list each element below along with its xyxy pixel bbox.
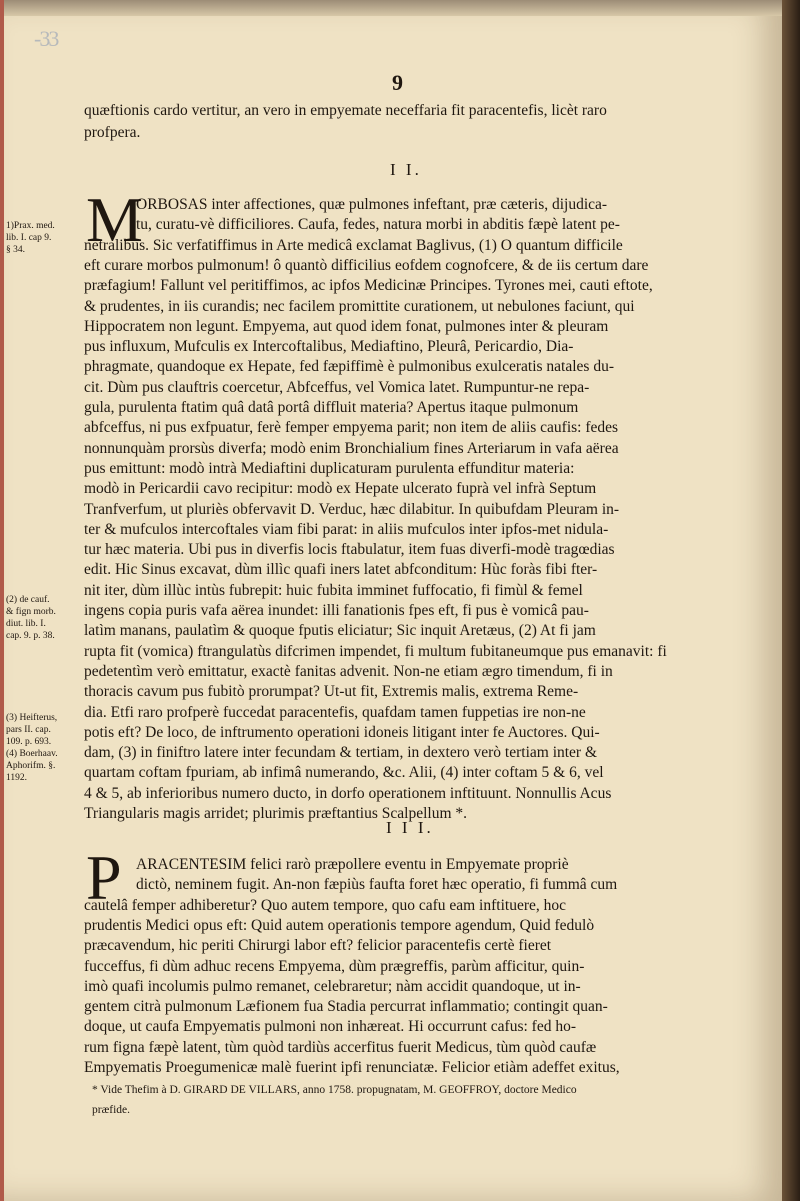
margin-note-1: 1)Prax. med. lib. I. cap 9. § 34. bbox=[6, 221, 55, 255]
footnote-line: * Vide Thefim à D. GIRARD DE VILLARS, anno 1758. propugnatam, M. GEOFFROY, doctore Medico bbox=[92, 1084, 577, 1096]
text-line: dia. Etfi raro profperè fuccedat paracentefis, quafdam tamen fuppetias ire non-ne bbox=[84, 703, 586, 721]
drop-cap-p: P bbox=[86, 842, 122, 913]
text-line: nit iter, dùm illùc intùs fubrepit: huic fubita imminet fuffocatio, fi fimùl & femel bbox=[84, 581, 583, 599]
text-line: dam, (3) in finiftro latere inter fecundam & tertiam, in dextero verò tertiam inter & bbox=[84, 744, 598, 762]
text-line: abfceffus, ni pus exfpuatur, ferè femper empyema parit; non item de aliis caufis: fedes bbox=[84, 419, 619, 437]
text-line: pedetentìm verò emittatur, exactè fanitas advenit. Non-ne etiam ægro timendum, fi in bbox=[84, 662, 613, 680]
text-line: pus emittunt: modò intrà Mediaftini duplicaturam purulenta effunditur materia: bbox=[84, 459, 575, 477]
text-line: præfagium! Fallunt vel peritiffimos, ac ipfos Medicinæ Principes. Tyrones mei, cauti eftote, bbox=[84, 277, 653, 295]
text-line: Empyematis Proegumenicæ malè fuerint ipfi renunciatæ. Felicior etiàm adeffet exitus, bbox=[84, 1059, 620, 1076]
text-line: cautelâ femper adhiberetur? Quo autem tempore, quo cafu eam inftituere, hoc bbox=[84, 896, 566, 914]
section-heading-ii: I I. bbox=[390, 160, 422, 179]
page-top-edge bbox=[0, 0, 782, 16]
text-line: potis eft? De loco, de inftrumento operationi idoneis litigant inter fe Auctores. Qui- bbox=[84, 723, 600, 741]
text-line: dictò, neminem fugit. An-non fæpiùs faufta foret hæc operatio, fi fummâ cum bbox=[136, 876, 618, 894]
book-spine-edge bbox=[782, 0, 800, 1201]
page-red-edge bbox=[0, 0, 4, 1201]
text-line: 4 & 5, ab inferioribus numero ducto, in dorfo operationem inftituunt. Nonnullis Acus bbox=[84, 784, 612, 802]
text-line: gentem citrà pulmonum Læfionem fua Stadia percurrat inflammatio; contingit quan- bbox=[84, 998, 608, 1016]
text-line: phragmate, quandoque ex Hepate, fed fæpiffimè è pulmonibus exulceratis natales du- bbox=[84, 358, 614, 376]
text-line: Hippocratem non legunt. Empyema, aut quod idem fonat, pulmones inter & pleuram bbox=[84, 317, 609, 335]
text-line: latìm manans, paulatìm & quoque fputis eliciatur; Sic inquit Aretæus, (2) At fi jam bbox=[84, 622, 596, 640]
margin-note-2: (2) de cauf. & fign morb. diut. lib. I. cap. 9. p. 38. bbox=[6, 595, 56, 641]
text-line: prudentis Medici opus eft: Quid autem operationis tempore agendum, Quid fedulò bbox=[84, 916, 595, 934]
text-line: ARACENTESIM felici rarò præpollere eventu in Empyemate propriè bbox=[136, 856, 569, 873]
folio-number: 9 bbox=[392, 70, 403, 95]
text-line: rum figna fæpè latent, tùm quòd tardiùs accerfitus fuerit Medicus, tùm quòd caufæ bbox=[84, 1038, 597, 1056]
text-line: rupta fit (vomica) ftrangulatùs difcrimen impendet, fi multum fubitaneumque pus emanavit: fi bbox=[84, 642, 667, 660]
text-line: thoracis cavum pus fubitò prorumpat? Ut-ut fit, Extremis malis, extrema Reme- bbox=[84, 683, 579, 701]
text-line: tu, curatu-vè difficiliores. Caufa, fedes, natura morbi in abditis fæpè latent pe- bbox=[136, 216, 620, 234]
text-line: ter & mufculos intercoftales viam fibi parat: in aliis mufculos inter ipfos-met nidula- bbox=[84, 520, 609, 538]
text-line: tur hæc materia. Ubi pus in diverfis locis ftabulatur, item fuas diverfi-modè tragœdias bbox=[84, 541, 615, 559]
text-line: netralibus. Sic verfatiffimus in Arte medicâ exclamat Baglivus, (1) O quantum difficile bbox=[84, 236, 623, 254]
drop-cap-m: M bbox=[86, 184, 143, 255]
text-line: imò quafi incolumis pulmo remanet, celebraretur; nàm accidit quandoque, ut in- bbox=[84, 977, 581, 995]
corner-mark: -33 bbox=[34, 26, 58, 51]
text-line: & prudentes, in iis curandis; nec facilem promittite curationem, ut nebulones faciunt, qui bbox=[84, 297, 635, 315]
text-line: gula, purulenta ftatim quâ datâ portâ diffluit materia? Apertus itaque pulmonum bbox=[84, 399, 579, 416]
text-line: præcavendum, hic periti Chirurgi labor eft? felicior paracentefis certè fieret bbox=[84, 937, 552, 955]
text-line: doque, ut caufa Empyematis pulmoni non inhæreat. Hi occurrunt cafus: fed ho- bbox=[84, 1018, 576, 1036]
text-line: fucceffus, fi dùm adhuc recens Empyema, dùm prægreffis, parùm afficitur, quin- bbox=[84, 957, 585, 975]
text-line: quartam coftam fpuriam, ab infimâ numerando, &c. Alii, (4) inter coftam 5 & 6, vel bbox=[84, 764, 604, 782]
text-line: quæftionis cardo vertitur, an vero in empyemate neceffaria fit paracentefis, licèt raro bbox=[84, 102, 607, 119]
text-line: Tranfverfum, ut pluriès obfervavit D. Verduc, hæc dilabitur. In quibufdam Pleuram in- bbox=[84, 500, 620, 518]
text-line: profpera. bbox=[84, 124, 141, 141]
text-line: nonnunquàm prorsùs diverfa; modò enim Bronchialium fines Arteriarum in vafa aërea bbox=[84, 439, 619, 457]
text-line: pus influxum, Mufculis ex Intercoftalibus, Mediaftino, Pleurâ, Pericardio, Dia- bbox=[84, 338, 574, 356]
text-line: cit. Dùm pus clauftris coercetur, Abfceffus, vel Vomica latet. Rumpuntur-ne repa- bbox=[84, 378, 590, 396]
text-line: ingens copia puris vafa aërea inundet: illi fanationis fpes eft, fi pus è vomicâ pau- bbox=[84, 602, 589, 619]
text-line: modò in Pericardii cavo recipitur: modò ex Hepate ulcerato fuprà vel infrà Septum bbox=[84, 480, 597, 498]
footnote-line: præfide. bbox=[92, 1104, 131, 1116]
text-line: edit. Hic Sinus excavat, dùm illìc quafi iners latet abfconditum: Hùc foràs fibi fter- bbox=[84, 561, 598, 579]
text-line: ORBOSAS inter affectiones, quæ pulmones infeftant, præ cæteris, dijudica- bbox=[136, 196, 608, 213]
footnote bbox=[92, 1080, 772, 1120]
text-line: Triangularis magis arridet; plurimis præftantius Scalpellum *. bbox=[84, 805, 468, 822]
margin-note-3: (3) Heifterus, pars II. cap. 109. p. 693. (4) Boerhaav. Aphorifm. §. 1192. bbox=[6, 713, 58, 783]
section-heading-iii: I I I. bbox=[386, 818, 434, 837]
text-line: eft curare morbos pulmonum! ô quantò difficilius eofdem cognofcere, & de iis certum dare bbox=[84, 256, 649, 274]
